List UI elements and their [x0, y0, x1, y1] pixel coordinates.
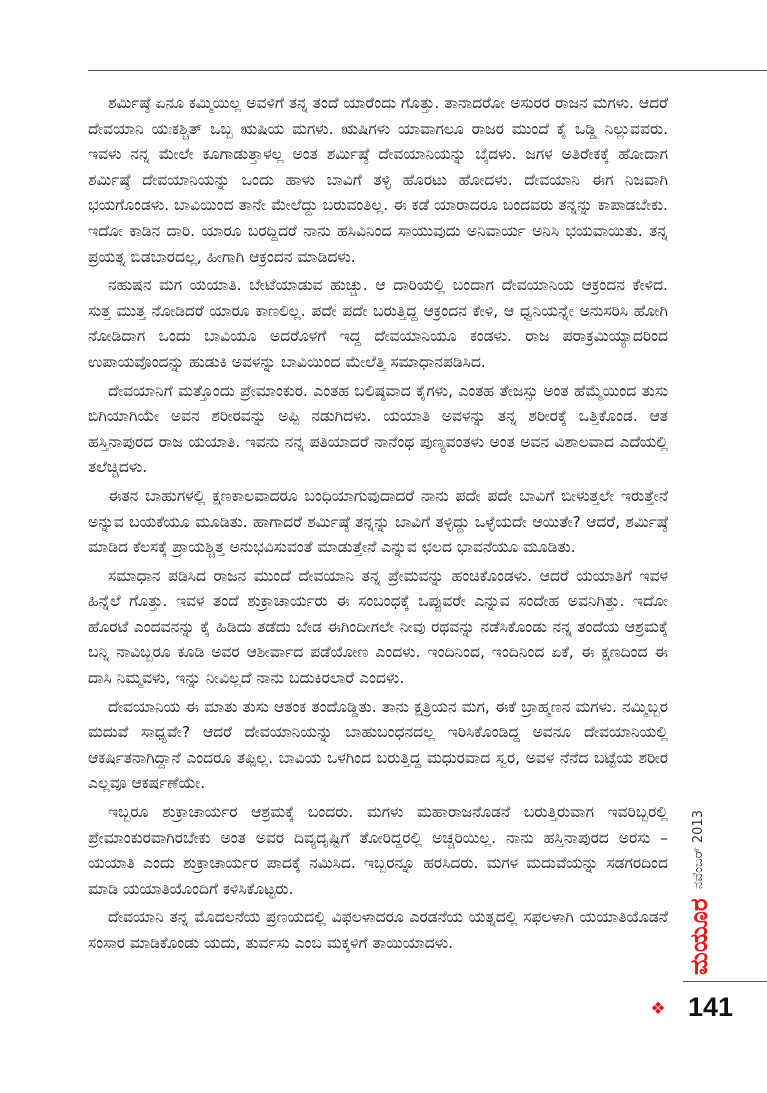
article-paragraph: ನಹುಷನ ಮಗ ಯಯಾತಿ. ಬೇಟೆಯಾಡುವ ಹುಚ್ಚು. ಆ ದಾರಿಯಲ್ಲಿ ಬಂದಾಗ ದೇವಯಾನಿಯ ಆಕ್ರಂದನ ಕೇಳಿದ. ಸುತ್ತ ಮುತ್ತ ನೋಡಿದರೆ ಯಾರೂ ಕಾಣಲಿಲ್ಲ. ಪದೇ ಪದೇ ಬರುತ್ತಿದ್ದ ಆಕ್ರಂದನ ಕೇಳಿ, ಆ ಧ್ವನಿಯನ್ನೇ ಅನುಸರಿಸಿ ಹೋಗಿ ನೋಡಿದಾಗ ಒಂದು ಬಾವಿಯೂ ಅದರೊಳಗೆ ಇದ್ದ ದೇವಯಾನಿಯೂ ಕಂಡಳು. ರಾಜ ಪರಾಕ್ರಮಿಯ್ಯಾದರಿಂದ ಉಪಾಯವೊಂದನ್ನು ಹುಡುಕಿ ಅವಳನ್ನು ಬಾವಿಯಿಂದ ಮೇಲೆತ್ತಿ ಸಮಾಧಾನಪಡಿಸಿದ.	[88, 276, 668, 371]
article-paragraph: ಇಬ್ಬರೂ ಶುಕ್ರಾಚಾರ್ಯರ ಆಶ್ರಮಕ್ಕೆ ಬಂದರು. ಮಗಳು ಮಹಾರಾಜನೊಡನೆ ಬರುತ್ತಿರುವಾಗ ಇವರಿಬ್ಬರಲ್ಲಿ ಪ್ರೇಮಾಂಕುರವಾಗಿರಬೇಕು ಅಂತ ಅವರ ದಿವ್ಯದೃಷ್ಟಿಗೆ ತೋರಿದ್ದರಲ್ಲಿ ಅಚ್ಚರಿಯಿಲ್ಲ. ನಾನು ಹಸ್ತಿನಾಪುರದ ಅರಸು – ಯಯಾತಿ ಎಂದು ಶುಕ್ರಾಚಾರ್ಯರ ಪಾದಕ್ಕೆ ನಮಿಸಿದ. ಇಬ್ಬರನ್ನೂ ಹರಸಿದರು. ಮಗಳ ಮದುವೆಯನ್ನು ಸಡಗರದಿಂದ ಮಾಡಿ ಯಯಾತಿಯೊಂದಿಗೆ ಕಳಿಸಿಕೊಟ್ಟರು.	[88, 803, 668, 898]
article-paragraph: ಸಮಾಧಾನ ಪಡಿಸಿದ ರಾಜನ ಮುಂದೆ ದೇವಯಾನಿ ತನ್ನ ಪ್ರೇಮವನ್ನು ಹಂಚಿಕೊಂಡಳು. ಆದರೆ ಯಯಾತಿಗೆ ಇವಳ ಹಿನ್ನೆಲೆ ಗೊತ್ತು. ಇವಳ ತಂದೆ ಶುಕ್ರಾಚಾರ್ಯರು ಈ ಸಂಬಂಧಕ್ಕೆ ಒಪ್ಪುವರೇ ಎನ್ನುವ ಸಂದೇಹ ಅವನಿಗಿತ್ತು. ಇದೋ ಹೊರಟೆ ಎಂದವನನ್ನು ಕೈ ಹಿಡಿದು ತಡೆದು ಬೇಡ ಈಗಿಂದೀಗಲೇ ನೀವು ರಥವನ್ನು ನಡೆಸಿಕೊಂಡು ನನ್ನ ತಂದೆಯ ಆಶ್ರಮಕ್ಕೆ ಬನ್ನಿ ನಾವಿಬ್ಬರೂ ಕೂಡಿ ಅವರ ಆಶೀರ್ವಾದ ಪಡೆಯೋಣ ಎಂದಳು. ಇಂದಿನಿಂದ, ಇಂದಿನಿಂದ ಏಕೆ, ಈ ಕ್ಷಣದಿಂದ ಈ ದಾಸಿ ನಿಮ್ಮವಳು, ಇನ್ನು ನೀವಿಲ್ಲದೆ ನಾನು ಬದುಕಿರಲಾರೆ ಎಂದಳು.	[88, 566, 668, 688]
magazine-logo: ಮಯೂರ	[685, 898, 713, 975]
issue-date: ನವೆಂಬರ್ 2013	[691, 810, 706, 889]
page-number: 141	[688, 992, 734, 1022]
magazine-side-strip	[682, 785, 716, 975]
ornament-icon: ❖	[650, 999, 666, 1019]
article-body	[88, 91, 668, 957]
article-paragraph: ಈತನ ಬಾಹುಗಳಲ್ಲಿ ಕ್ಷಣಕಾಲವಾದರೂ ಬಂಧಿಯಾಗುವುದಾದರೆ ನಾನು ಪದೇ ಪದೇ ಬಾವಿಗೆ ಬೀಳುತ್ತಲೇ ಇರುತ್ತೇನೆ ಅನ್ನುವ ಬಯಕೆಯೂ ಮೂಡಿತು. ಹಾಗಾದರೆ ಶರ್ಮಿಷ್ಠೆ ತನ್ನನ್ನು ಬಾವಿಗೆ ತಳ್ಳಿದ್ದು ಒಳ್ಳೆಯದೇ ಆಯಿತೇ? ಆದರೆ, ಶರ್ಮಿಷ್ಠೆ ಮಾಡಿದ ಕೆಲಸಕ್ಕೆ ಪ್ರಾಯಶ್ಚಿತ್ತ ಅನುಭವಿಸುವಂತೆ ಮಾಡುತ್ತೇನೆ ಎನ್ನುವ ಛಲದ ಭಾವನೆಯೂ ಮೂಡಿತು.	[88, 486, 668, 557]
header-rule	[88, 70, 767, 71]
footer-rule	[683, 981, 767, 982]
article-paragraph: ಶರ್ಮಿಷ್ಠೆ ಏನೂ ಕಮ್ಮಿಯಿಲ್ಲ ಅವಳಿಗೆ ತನ್ನ ತಂದೆ ಯಾರೆಂದು ಗೊತ್ತು. ತಾನಾದರೋ ಅಸುರರ ರಾಜನ ಮಗಳು. ಆದರೆ ದೇವಯಾನಿ ಯಃಕಶ್ಚಿತ್ ಒಬ್ಬ ಋಷಿಯ ಮಗಳು. ಋಷಿಗಳು ಯಾವಾಗಲೂ ರಾಜರ ಮುಂದೆ ಕೈ ಒಡ್ಡಿ ನಿಲ್ಲುವವರು. ಇವಳು ನನ್ನ ಮೇಲೇ ಕೂಗಾಡುತ್ತಾಳಲ್ಲ ಅಂತ ಶರ್ಮಿಷ್ಠೆ ದೇವಯಾನಿಯನ್ನು ಬೈದಳು. ಜಗಳ ಅತಿರೇಕಕ್ಕೆ ಹೋದಾಗ ಶರ್ಮಿಷ್ಠೆ ದೇವಯಾನಿಯನ್ನು ಒಂದು ಹಾಳು ಬಾವಿಗೆ ತಳ್ಳಿ ಹೊರಟು ಹೋದಳು. ದೇವಯಾನಿ ಈಗ ನಿಜವಾಗಿ ಭಯಗೊಂಡಳು. ಬಾವಿಯಿಂದ ತಾನೇ ಮೇಲೆದ್ದು ಬರುವಂತಿಲ್ಲ. ಈ ಕಡೆ ಯಾರಾದರೂ ಬಂದವರು ತನ್ನನ್ನು ಕಾಪಾಡಬೇಕು. ಇದೋ ಕಾಡಿನ ದಾರಿ. ಯಾರೂ ಬರದ್ದಿದರೆ ನಾನು ಹಸಿವಿನಿಂದ ಸಾಯುವುದು ಅನಿವಾರ್ಯ ಅನಿಸಿ ಭಯವಾಯಿತು. ತನ್ನ ಪ್ರಯತ್ನ ಬಿಡಬಾರದಲ್ಲ, ಹೀಗಾಗಿ ಆಕ್ರಂದನ ಮಾಡಿದಳು.	[88, 94, 668, 266]
article-paragraph: ದೇವಯಾನಿ ತನ್ನ ಮೊದಲನೆಯ ಪ್ರಣಯದಲ್ಲಿ ವಿಫಲಳಾದರೂ ಎರಡನೆಯ ಯತ್ನದಲ್ಲಿ ಸಫಲಳಾಗಿ ಯಯಾತಿಯೊಡನೆ ಸಂಸಾರ ಮಾಡಿಕೊಂಡು ಯದು, ತುರ್ವಸು ಎಂಬ ಮಕ್ಕಳಿಗೆ ತಾಯಿಯಾದಳು.	[88, 908, 668, 952]
article-paragraph: ದೇವಯಾನಿಗೆ ಮತ್ತೊಂದು ಪ್ರೇಮಾಂಕುರ. ಎಂತಹ ಬಲಿಷ್ಠವಾದ ಕೈಗಳು, ಎಂತಹ ತೇಜಸ್ಸು ಅಂತ ಹೆಮ್ಮೆಯಿಂದ ತುಸು ಬಿಗಿಯಾಗಿಯೇ ಅವನ ಶರೀರವನ್ನು ಅಪ್ಪಿ ನಡುಗಿದಳು. ಯಯಾತಿ ಅವಳನ್ನು ತನ್ನ ಶರೀರಕ್ಕೆ ಒತ್ತಿಕೊಂಡ. ಆತ ಹಸ್ತಿನಾಪುರದ ರಾಜ ಯಯಾತಿ. ಇವನು ನನ್ನ ಪತಿಯಾದರೆ ನಾನೆಂಥ ಪುಣ್ಯವಂತಳು ಅಂತ ಅವನ ವಿಶಾಲವಾದ ಎದೆಯಲ್ಲಿ ತಲೆಚ್ಚಿದಳು.	[88, 381, 668, 477]
article-paragraph: ದೇವಯಾನಿಯ ಈ ಮಾತು ತುಸು ಆತಂಕ ತಂದೊಡ್ಡಿತು. ತಾನು ಕ್ಷತ್ರಿಯನ ಮಗ, ಈಕೆ ಬ್ರಾಹ್ಮಣನ ಮಗಳು. ನಮ್ಮಿಬ್ಬರ ಮದುವೆ ಸಾಧ್ಯವೇ? ಆದರೆ ದೇವಯಾನಿಯನ್ನು ಬಾಹುಬಂಧನದಲ್ಲ ಇರಿಸಿಕೊಂಡಿದ್ದ ಅವನೂ ದೇವಯಾನಿಯಲ್ಲಿ ಆಕರ್ಷಿತನಾಗಿದ್ದಾನೆ ಎಂದರೂ ತಪ್ಪಿಲ್ಲ. ಬಾವಿಯ ಒಳಗಿಂದ ಬರುತ್ತಿದ್ದ ಮಧುರವಾದ ಸ್ವರ, ಅವಳ ನೆನೆದ ಬಟ್ಟೆಯ ಶರೀರ ಎಲ್ಲವೂ ಆಕರ್ಷಣೆಯೇ.	[88, 697, 668, 793]
